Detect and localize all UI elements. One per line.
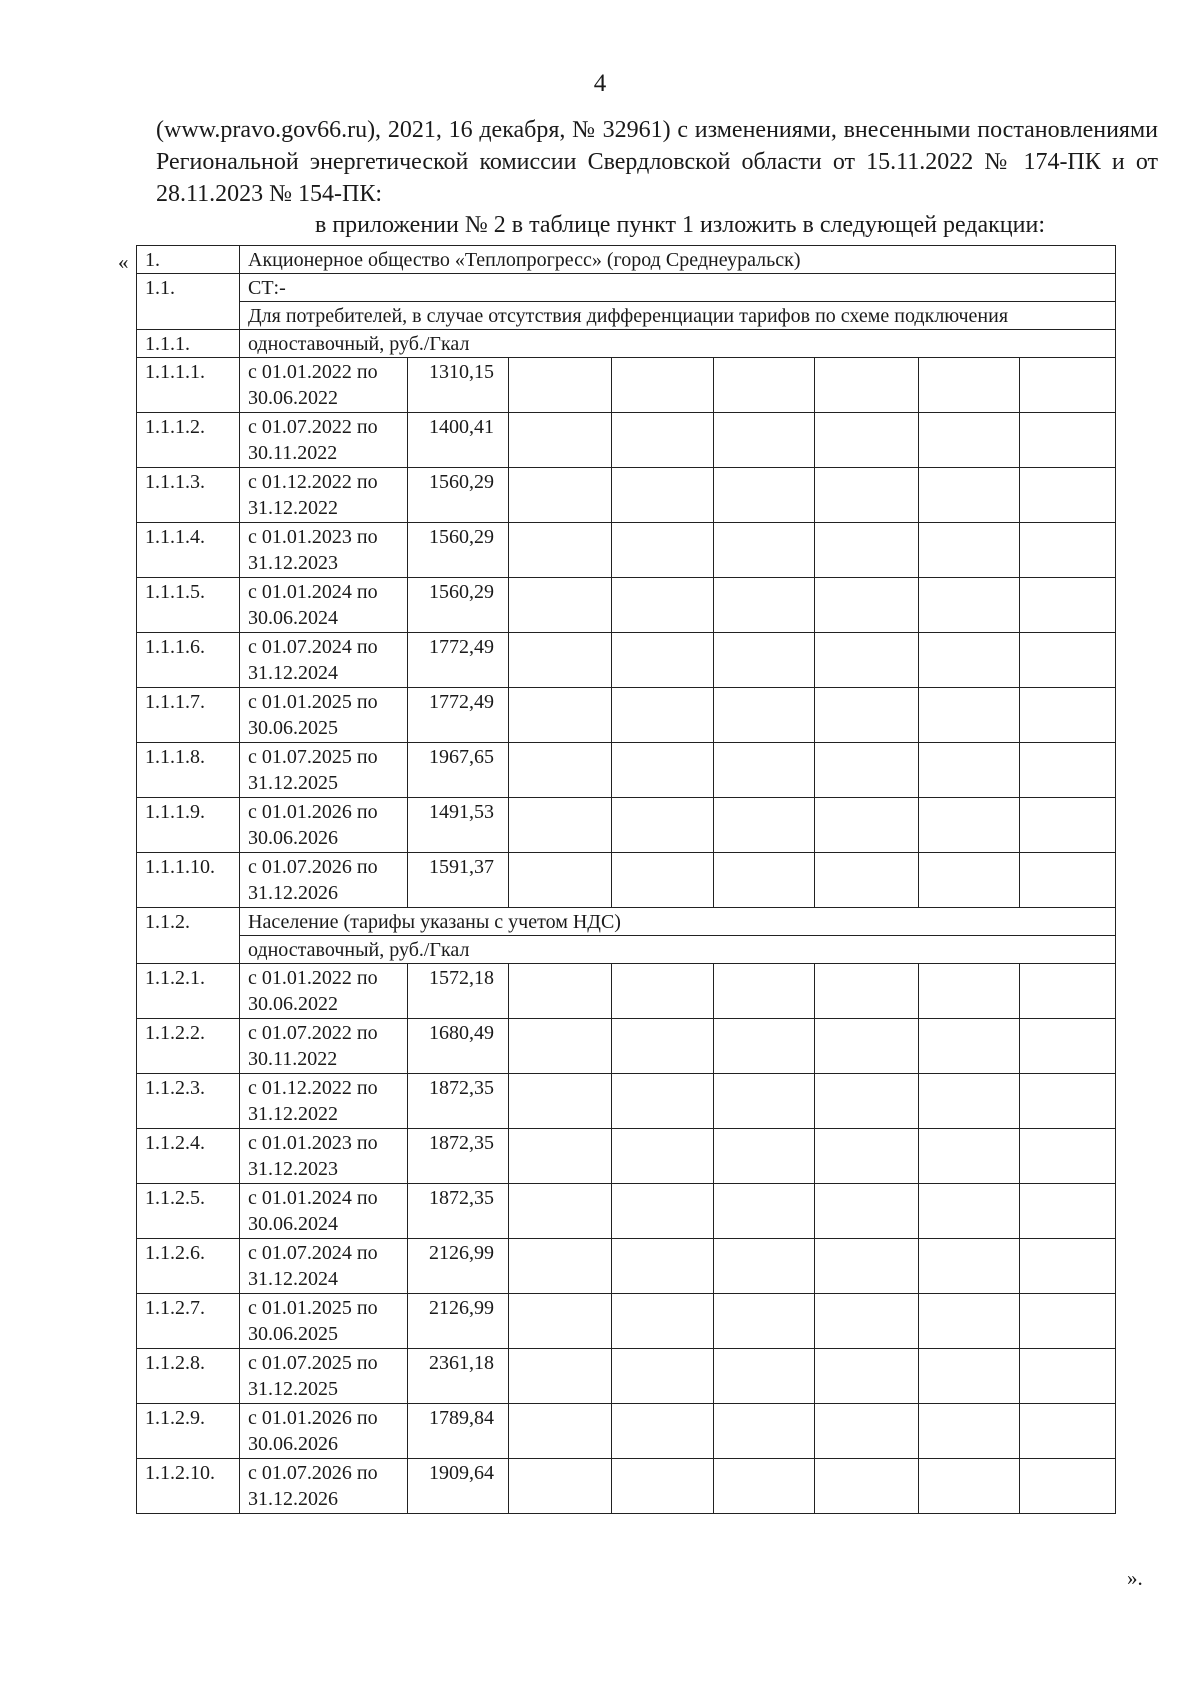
empty-cell bbox=[815, 1074, 919, 1129]
tariff-value: 1560,29 bbox=[408, 468, 509, 523]
tariff-value: 1591,37 bbox=[408, 853, 509, 908]
empty-cell bbox=[714, 358, 815, 413]
table-row bbox=[137, 853, 1116, 908]
empty-cell bbox=[509, 633, 612, 688]
empty-cell bbox=[509, 1129, 612, 1184]
empty-cell bbox=[612, 1349, 714, 1404]
row-number: 1.1.1.4. bbox=[137, 523, 240, 578]
tariff-value: 1789,84 bbox=[408, 1404, 509, 1459]
tariff-value: 2126,99 bbox=[408, 1294, 509, 1349]
empty-cell bbox=[612, 853, 714, 908]
empty-cell bbox=[714, 798, 815, 853]
empty-cell bbox=[919, 853, 1020, 908]
row-number: 1. bbox=[137, 246, 240, 274]
empty-cell bbox=[714, 1019, 815, 1074]
table-row bbox=[137, 688, 1116, 743]
empty-cell bbox=[714, 523, 815, 578]
row-number: 1.1.2.10. bbox=[137, 1459, 240, 1514]
tariff-value: 1560,29 bbox=[408, 523, 509, 578]
empty-cell bbox=[919, 1239, 1020, 1294]
table-row bbox=[137, 358, 1116, 413]
empty-cell bbox=[815, 1404, 919, 1459]
empty-cell bbox=[509, 1019, 612, 1074]
empty-cell bbox=[612, 688, 714, 743]
empty-cell bbox=[1020, 1129, 1116, 1184]
empty-cell bbox=[815, 964, 919, 1019]
empty-cell bbox=[815, 413, 919, 468]
table-row bbox=[137, 1129, 1116, 1184]
empty-cell bbox=[919, 633, 1020, 688]
empty-cell bbox=[815, 1239, 919, 1294]
empty-cell bbox=[815, 633, 919, 688]
empty-cell bbox=[919, 1074, 1020, 1129]
empty-cell bbox=[1020, 633, 1116, 688]
company-name: Акционерное общество «Теплопрогресс» (город Среднеуральск) bbox=[240, 246, 1116, 274]
empty-cell bbox=[815, 1294, 919, 1349]
quote-close: ». bbox=[1127, 1566, 1143, 1590]
empty-cell bbox=[612, 743, 714, 798]
empty-cell bbox=[919, 688, 1020, 743]
empty-cell bbox=[1020, 523, 1116, 578]
quote-open: « bbox=[118, 250, 129, 274]
empty-cell bbox=[509, 1074, 612, 1129]
empty-cell bbox=[1020, 1404, 1116, 1459]
table-row bbox=[137, 743, 1116, 798]
instruction-paragraph: в приложении № 2 в таблице пункт 1 изложить в следующей редакции: bbox=[315, 212, 1045, 238]
period-cell: с 01.07.2026 по 31.12.2026 bbox=[240, 1459, 408, 1514]
tariff-type-label: одноставочный, руб./Гкал bbox=[240, 936, 1116, 964]
empty-cell bbox=[815, 468, 919, 523]
empty-cell bbox=[919, 1019, 1020, 1074]
period-cell: с 01.07.2026 по 31.12.2026 bbox=[240, 853, 408, 908]
empty-cell bbox=[919, 468, 1020, 523]
table-row bbox=[137, 964, 1116, 1019]
tariff-value: 1872,35 bbox=[408, 1129, 509, 1184]
tariff-value: 1680,49 bbox=[408, 1019, 509, 1074]
period-cell: с 01.12.2022 по 31.12.2022 bbox=[240, 1074, 408, 1129]
empty-cell bbox=[815, 688, 919, 743]
table-row bbox=[137, 1459, 1116, 1514]
table-row bbox=[137, 302, 1116, 330]
empty-cell bbox=[1020, 688, 1116, 743]
empty-cell bbox=[714, 1239, 815, 1294]
tariff-value: 1772,49 bbox=[408, 688, 509, 743]
empty-cell bbox=[612, 1294, 714, 1349]
empty-cell bbox=[919, 1349, 1020, 1404]
empty-cell bbox=[509, 523, 612, 578]
empty-cell bbox=[714, 1184, 815, 1239]
empty-cell bbox=[919, 413, 1020, 468]
row-number: 1.1.2.8. bbox=[137, 1349, 240, 1404]
table-row bbox=[137, 936, 1116, 964]
empty-cell bbox=[509, 743, 612, 798]
tariff-value: 1872,35 bbox=[408, 1074, 509, 1129]
empty-cell bbox=[509, 1349, 612, 1404]
tariff-table bbox=[136, 245, 1116, 1514]
empty-cell bbox=[612, 523, 714, 578]
row-number: 1.1.1.6. bbox=[137, 633, 240, 688]
empty-cell bbox=[612, 1404, 714, 1459]
row-number: 1.1.1.5. bbox=[137, 578, 240, 633]
empty-cell bbox=[509, 578, 612, 633]
empty-cell bbox=[919, 1129, 1020, 1184]
empty-cell bbox=[1020, 798, 1116, 853]
empty-cell bbox=[714, 688, 815, 743]
empty-cell bbox=[714, 578, 815, 633]
empty-cell bbox=[815, 743, 919, 798]
row-number: 1.1.1.10. bbox=[137, 853, 240, 908]
period-cell: с 01.07.2024 по 31.12.2024 bbox=[240, 633, 408, 688]
empty-cell bbox=[509, 358, 612, 413]
tariff-value: 1572,18 bbox=[408, 964, 509, 1019]
intro-paragraph: (www.pravo.gov66.ru), 2021, 16 декабря, № 32961) с изменениями, внесенными постановлениями Региональной энергетической комиссии Свердловской области от 15.11.2022 № 174-ПК и от 28.11.2023 № 154-ПК: bbox=[156, 117, 1158, 207]
row-number: 1.1.1.9. bbox=[137, 798, 240, 853]
table-row bbox=[137, 468, 1116, 523]
table-row bbox=[137, 274, 1116, 302]
empty-cell bbox=[714, 413, 815, 468]
empty-cell bbox=[815, 1349, 919, 1404]
row-number: 1.1.2.3. bbox=[137, 1074, 240, 1129]
empty-cell bbox=[1020, 468, 1116, 523]
tariff-value: 1491,53 bbox=[408, 798, 509, 853]
empty-cell bbox=[815, 1184, 919, 1239]
empty-cell bbox=[919, 743, 1020, 798]
empty-cell bbox=[509, 688, 612, 743]
empty-cell bbox=[714, 964, 815, 1019]
empty-cell bbox=[509, 1239, 612, 1294]
empty-cell bbox=[919, 578, 1020, 633]
empty-cell bbox=[1020, 578, 1116, 633]
empty-cell bbox=[612, 633, 714, 688]
empty-cell bbox=[509, 798, 612, 853]
table-row bbox=[137, 413, 1116, 468]
table-row bbox=[137, 1294, 1116, 1349]
population-label: Население (тарифы указаны с учетом НДС) bbox=[240, 908, 1116, 936]
empty-cell bbox=[1020, 853, 1116, 908]
empty-cell bbox=[714, 1129, 815, 1184]
empty-cell bbox=[815, 358, 919, 413]
empty-cell bbox=[612, 964, 714, 1019]
empty-cell bbox=[509, 1294, 612, 1349]
tariff-value: 1310,15 bbox=[408, 358, 509, 413]
empty-cell bbox=[919, 798, 1020, 853]
tariff-value: 1772,49 bbox=[408, 633, 509, 688]
tariff-type-label: одноставочный, руб./Гкал bbox=[240, 330, 1116, 358]
empty-cell bbox=[612, 578, 714, 633]
table-row bbox=[137, 578, 1116, 633]
empty-cell bbox=[612, 1074, 714, 1129]
empty-cell bbox=[1020, 743, 1116, 798]
empty-cell bbox=[714, 633, 815, 688]
period-cell: с 01.01.2024 по 30.06.2024 bbox=[240, 1184, 408, 1239]
empty-cell bbox=[714, 468, 815, 523]
period-cell: с 01.01.2025 по 30.06.2025 bbox=[240, 688, 408, 743]
table-row bbox=[137, 1184, 1116, 1239]
period-cell: с 01.07.2022 по 30.11.2022 bbox=[240, 413, 408, 468]
empty-cell bbox=[1020, 1074, 1116, 1129]
tariff-value: 1872,35 bbox=[408, 1184, 509, 1239]
table-row bbox=[137, 1074, 1116, 1129]
table-row bbox=[137, 246, 1116, 274]
empty-cell bbox=[1020, 1184, 1116, 1239]
table-row bbox=[137, 1349, 1116, 1404]
empty-cell bbox=[714, 853, 815, 908]
period-cell: с 01.07.2022 по 30.11.2022 bbox=[240, 1019, 408, 1074]
tariff-value: 1909,64 bbox=[408, 1459, 509, 1514]
empty-cell bbox=[815, 1129, 919, 1184]
empty-cell bbox=[509, 853, 612, 908]
system-label: СТ:- bbox=[240, 274, 1116, 302]
row-number: 1.1.1.8. bbox=[137, 743, 240, 798]
table-row bbox=[137, 1404, 1116, 1459]
row-number: 1.1.1.2. bbox=[137, 413, 240, 468]
empty-cell bbox=[919, 1404, 1020, 1459]
empty-cell bbox=[1020, 358, 1116, 413]
empty-cell bbox=[919, 523, 1020, 578]
row-number: 1.1.2.2. bbox=[137, 1019, 240, 1074]
empty-cell bbox=[509, 468, 612, 523]
period-cell: с 01.01.2022 по 30.06.2022 bbox=[240, 358, 408, 413]
empty-cell bbox=[714, 1349, 815, 1404]
intro-block bbox=[156, 114, 1158, 240]
period-cell: с 01.01.2024 по 30.06.2024 bbox=[240, 578, 408, 633]
empty-cell bbox=[612, 1459, 714, 1514]
empty-cell bbox=[612, 1184, 714, 1239]
empty-cell bbox=[1020, 1349, 1116, 1404]
tariff-value: 1400,41 bbox=[408, 413, 509, 468]
table-row bbox=[137, 330, 1116, 358]
row-number: 1.1.2.7. bbox=[137, 1294, 240, 1349]
row-number: 1.1.1.1. bbox=[137, 358, 240, 413]
row-number: 1.1.2. bbox=[137, 908, 240, 964]
empty-cell bbox=[1020, 413, 1116, 468]
empty-cell bbox=[714, 1074, 815, 1129]
empty-cell bbox=[919, 1184, 1020, 1239]
period-cell: с 01.01.2022 по 30.06.2022 bbox=[240, 964, 408, 1019]
empty-cell bbox=[612, 1129, 714, 1184]
empty-cell bbox=[919, 964, 1020, 1019]
empty-cell bbox=[509, 1184, 612, 1239]
empty-cell bbox=[612, 468, 714, 523]
row-number: 1.1.2.9. bbox=[137, 1404, 240, 1459]
empty-cell bbox=[815, 1459, 919, 1514]
period-cell: с 01.01.2023 по 31.12.2023 bbox=[240, 523, 408, 578]
empty-cell bbox=[509, 1459, 612, 1514]
period-cell: с 01.07.2025 по 31.12.2025 bbox=[240, 1349, 408, 1404]
table-row bbox=[137, 523, 1116, 578]
tariff-value: 1967,65 bbox=[408, 743, 509, 798]
period-cell: с 01.12.2022 по 31.12.2022 bbox=[240, 468, 408, 523]
empty-cell bbox=[509, 413, 612, 468]
empty-cell bbox=[612, 798, 714, 853]
empty-cell bbox=[815, 853, 919, 908]
period-cell: с 01.01.2026 по 30.06.2026 bbox=[240, 798, 408, 853]
table-row bbox=[137, 908, 1116, 936]
empty-cell bbox=[509, 964, 612, 1019]
page-number: 4 bbox=[593, 70, 607, 97]
row-number: 1.1.2.5. bbox=[137, 1184, 240, 1239]
period-cell: с 01.07.2025 по 31.12.2025 bbox=[240, 743, 408, 798]
empty-cell bbox=[714, 1459, 815, 1514]
empty-cell bbox=[612, 1019, 714, 1074]
empty-cell bbox=[612, 358, 714, 413]
empty-cell bbox=[1020, 1294, 1116, 1349]
empty-cell bbox=[919, 1294, 1020, 1349]
empty-cell bbox=[1020, 1459, 1116, 1514]
tariff-value: 2361,18 bbox=[408, 1349, 509, 1404]
row-number: 1.1.2.1. bbox=[137, 964, 240, 1019]
row-number: 1.1.1.7. bbox=[137, 688, 240, 743]
table-row bbox=[137, 633, 1116, 688]
empty-cell bbox=[714, 743, 815, 798]
empty-cell bbox=[919, 358, 1020, 413]
empty-cell bbox=[612, 413, 714, 468]
row-number: 1.1.1. bbox=[137, 330, 240, 358]
period-cell: с 01.01.2023 по 31.12.2023 bbox=[240, 1129, 408, 1184]
empty-cell bbox=[1020, 964, 1116, 1019]
table-row bbox=[137, 1019, 1116, 1074]
empty-cell bbox=[815, 523, 919, 578]
row-number: 1.1.2.6. bbox=[137, 1239, 240, 1294]
row-number: 1.1.1.3. bbox=[137, 468, 240, 523]
period-cell: с 01.01.2025 по 30.06.2025 bbox=[240, 1294, 408, 1349]
empty-cell bbox=[714, 1404, 815, 1459]
row-number: 1.1. bbox=[137, 274, 240, 330]
consumer-description: Для потребителей, в случае отсутствия дифференциации тарифов по схеме подключения bbox=[240, 302, 1116, 330]
period-cell: с 01.01.2026 по 30.06.2026 bbox=[240, 1404, 408, 1459]
empty-cell bbox=[714, 1294, 815, 1349]
empty-cell bbox=[815, 1019, 919, 1074]
empty-cell bbox=[509, 1404, 612, 1459]
table-row bbox=[137, 1239, 1116, 1294]
tariff-value: 1560,29 bbox=[408, 578, 509, 633]
table-row bbox=[137, 798, 1116, 853]
empty-cell bbox=[815, 798, 919, 853]
empty-cell bbox=[1020, 1239, 1116, 1294]
empty-cell bbox=[1020, 1019, 1116, 1074]
tariff-value: 2126,99 bbox=[408, 1239, 509, 1294]
empty-cell bbox=[815, 578, 919, 633]
empty-cell bbox=[919, 1459, 1020, 1514]
empty-cell bbox=[612, 1239, 714, 1294]
period-cell: с 01.07.2024 по 31.12.2024 bbox=[240, 1239, 408, 1294]
row-number: 1.1.2.4. bbox=[137, 1129, 240, 1184]
